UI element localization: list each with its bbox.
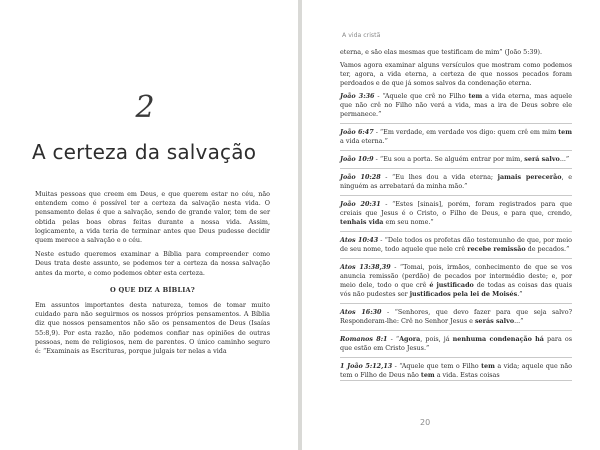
verse-reference: João 20:31	[340, 200, 381, 208]
verse-text: - “	[387, 335, 400, 343]
verse-text: a vida. Estas coisas	[434, 371, 500, 379]
verse-emphasis: tem	[420, 371, 435, 379]
paragraph: Vamos agora examinar alguns versículos que mostram como podemos ter, agora, a vida eterna, a certeza de que nossos pecados foram perdoados e de que já somos salvos da condenação eterna.	[340, 61, 572, 87]
verse-text: - “Aquele que tem o Filho	[392, 362, 482, 370]
verse-reference: João 10:28	[340, 173, 381, 181]
verse-reference: Atos 10:43	[340, 236, 379, 244]
section-heading: O QUE DIZ A BÍBLIA?	[110, 285, 195, 294]
verse-emphasis: justificados pela lei de Moisés	[409, 290, 518, 298]
verse-reference: João 3:36	[340, 92, 375, 100]
verse-reference: Atos 16:30	[340, 308, 382, 316]
verse-text: de pecados.”	[525, 245, 570, 253]
paragraph: Em assuntos importantes desta natureza, temos de tomar muito cuidado para não seguirmos os nossos próprios pensamentos. A Bíblia diz que nossos pensamentos não são os pensamentos de Deus (Isaías 55:8,9). Por esta razão, não podemos confiar nas opiniões de outras pessoas, nem de religiosos, nem de parentes. O único caminho seguro é: “Examinais as Escrituras, porque julgais ter nelas a vida	[35, 301, 270, 356]
verse-text: de todas as coisas das quais vós não pudestes ser	[340, 281, 572, 298]
verse-reference: 1 João 5:12,13	[340, 362, 393, 370]
verse-text: ...”	[514, 317, 524, 325]
paragraph: eterna, e são elas mesmas que testificam de mim” (João 5:39).	[340, 48, 543, 56]
paragraph: Muitas pessoas que creem em Deus, e que querem estar no céu, não entendem como é possível ter a certeza da salvação nesta vida. O pensamento delas é que a salvação, sendo de grande valor, tem de ser obtida pelas boas obras feitas durante a nossa vida. Assim, logicamente, a vida teria de terminar antes que Deus pudesse decidir quem merece a salvação e o céu.	[35, 190, 270, 245]
verse-text: - “Eu lhes dou a vida eterna;	[380, 173, 498, 181]
verse-emphasis: será salvo	[524, 155, 560, 163]
verse-text: - “Em verdade, em verdade vos digo: quem crê em mim	[373, 128, 559, 136]
verse-item	[340, 92, 572, 124]
verse-item	[340, 263, 572, 304]
verse-text: a vida; aquele que não tem o Filho de Deus não	[340, 362, 573, 379]
verse-emphasis: tem	[481, 362, 495, 370]
verse-list	[340, 92, 572, 381]
verse-emphasis: jamais perecerão	[497, 173, 562, 181]
verse-reference: João 6:47	[340, 128, 374, 136]
verse-text: .”	[517, 290, 523, 298]
verse-item	[340, 362, 572, 381]
verse-text: a vida eterna.”	[340, 137, 388, 145]
chapter-title: A certeza da salvação	[32, 140, 257, 164]
right-body-text	[340, 48, 572, 385]
paragraph: Neste estudo queremos examinar a Bíblia para compreender como Deus trata deste assunto, se podemos ter a certeza da nossa salvação antes da morte, e como podemos obter esta certeza.	[35, 250, 270, 277]
verse-reference: Romanos 8:1	[340, 335, 388, 343]
verse-item	[340, 128, 572, 151]
verse-emphasis: serás salvo	[474, 317, 515, 325]
verse-text: - “Tomai, pois, irmãos, conhecimento de que se vos anuncia remissão (perdão) de pecados por intermédio deste; e, por meio dele, todo o que crê	[340, 263, 572, 289]
page-number: 20	[420, 418, 431, 427]
verse-text: para os que estão em Cristo Jesus.”	[340, 335, 572, 352]
verse-emphasis: nenhuma condenação há	[452, 335, 544, 343]
chapter-number: 2	[135, 90, 155, 125]
verse-text: , pois, já	[420, 335, 453, 343]
verse-reference: Atos 13:38,39	[340, 263, 391, 271]
verse-emphasis: recebe remissão	[467, 245, 526, 253]
running-head: A vida cristã	[342, 32, 381, 39]
verse-emphasis: tem	[468, 92, 483, 100]
verse-item	[340, 335, 572, 358]
verse-text: - “Senhores, que devo fazer para que seja salvo? Responderam-lhe: Crê no Senhor Jesus e	[340, 308, 572, 325]
verse-text: a vida eterna, mas aquele que não crê no Filho não verá a vida, mas a ira de Deus sobre ele permanece.”	[340, 92, 572, 118]
left-page	[0, 0, 298, 450]
verse-text: - “Dele todos os profetas dão testemunho de que, por meio de seu nome, todo aquele que nele crê	[340, 236, 572, 253]
verse-item	[340, 236, 572, 259]
verse-item	[340, 155, 572, 169]
verse-text: ...”	[559, 155, 570, 163]
left-body-text	[35, 190, 270, 361]
verse-emphasis: é justificado	[429, 281, 474, 289]
verse-item	[340, 200, 572, 232]
verse-text: - “Estes [sinais], porém, foram registrados para que creiais que Jesus é o Cristo, o Filho de Deus, e para que, crendo,	[340, 200, 572, 217]
verse-emphasis: tenhais vida	[340, 218, 384, 226]
verse-item	[340, 308, 572, 331]
verse-reference: João 10:9	[340, 155, 374, 163]
verse-item	[340, 173, 572, 196]
verse-emphasis: tem	[558, 128, 572, 136]
verse-text: em seu nome.”	[383, 218, 434, 226]
verse-text: , e ninguém as arrebatará da minha mão.”	[340, 173, 572, 190]
verse-text: - “Eu sou a porta. Se alguém entrar por mim,	[373, 155, 525, 163]
verse-text: - “Aquele que crê no Filho	[374, 92, 469, 100]
verse-emphasis: Agora	[399, 335, 421, 343]
